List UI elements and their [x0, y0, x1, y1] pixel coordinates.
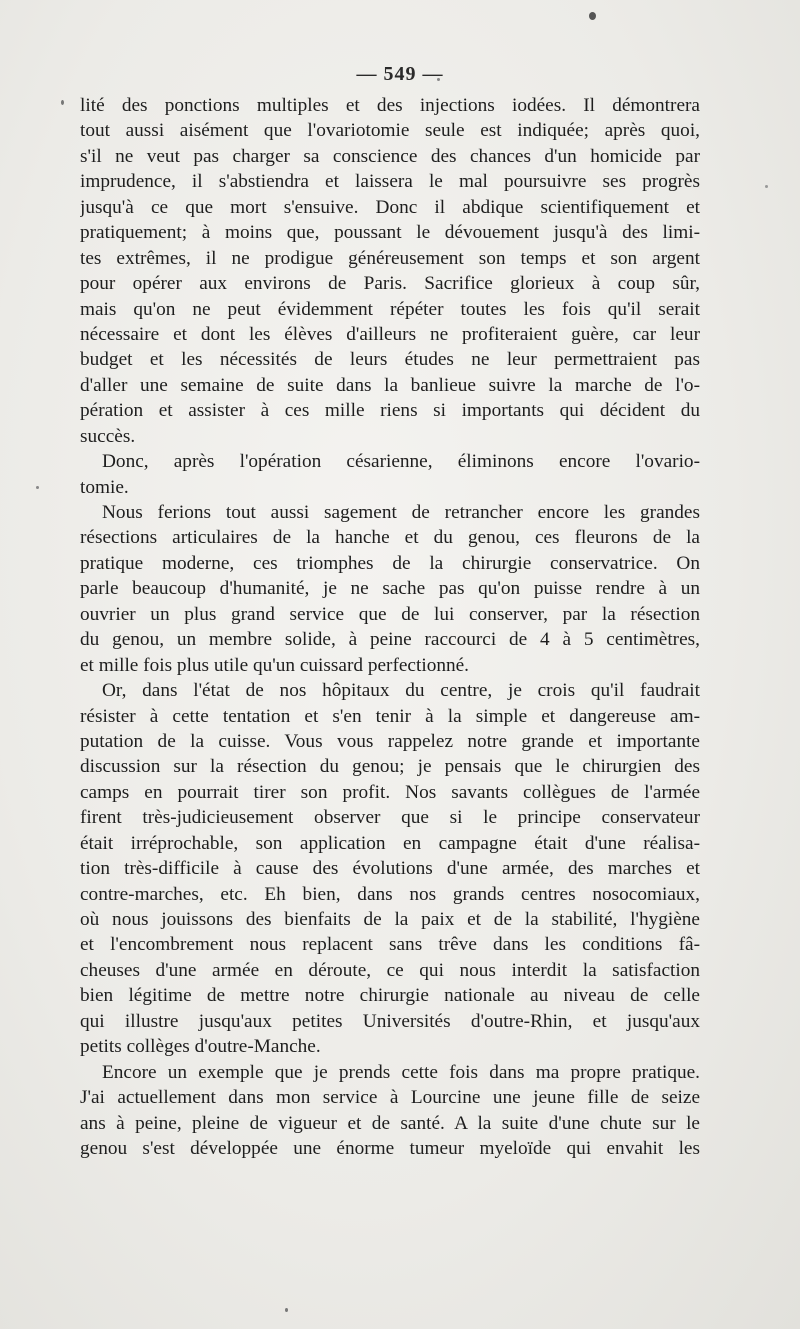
text-line: genou s'est développée une énorme tumeur myeloïde qui envahit les [80, 1137, 700, 1159]
text-line: du genou, un membre solide, à peine raccourci de 4 à 5 centimètres, [80, 629, 700, 651]
ink-speck [61, 100, 64, 105]
text-line: ouvrier un plus grand service que de lui conserver, par la résection [80, 603, 700, 625]
text-line: et l'encombrement nous replacent sans trêve dans les conditions fâ- [80, 934, 700, 956]
text-line: putation de la cuisse. Vous vous rappelez notre grande et importante [80, 730, 700, 752]
text-line: nécessaire et dont les élèves d'ailleurs ne profiteraient guère, car leur [80, 323, 700, 345]
text-line: et mille fois plus utile qu'un cuissard perfectionné. [80, 654, 470, 676]
text-line: cheuses d'une armée en déroute, ce qui nous interdit la satisfaction [80, 959, 700, 981]
text-line: pour opérer aux environs de Paris. Sacrifice glorieux à coup sûr, [80, 273, 700, 295]
text-line: tes extrêmes, il ne prodigue généreusement son temps et son argent [80, 247, 700, 269]
text-line: succès. [80, 425, 136, 447]
text-line: résister à cette tentation et s'en tenir à la simple et dangereuse am- [80, 705, 700, 727]
text-line: pération et assister à ces mille riens si importants qui décident du [80, 400, 700, 422]
ink-speck [589, 12, 596, 20]
text-line: camps en pourrait tirer son profit. Nos savants collègues de l'armée [80, 781, 700, 803]
text-line: était irréprochable, son application en campagne était d'une réalisa- [80, 832, 700, 854]
text-line: mais qu'on ne peut évidemment répéter toutes les fois qu'il serait [80, 298, 700, 320]
text-line: tout aussi aisément que l'ovariotomie seule est indiquée; après quoi, [80, 120, 700, 142]
page-number: — 549 — [356, 63, 444, 85]
text-line: jusqu'à ce que mort s'ensuive. Donc il abdique scientifiquement et [80, 196, 700, 218]
text-line: budget et les nécessités de leurs études ne leur permettraient pas [80, 349, 700, 371]
text-line: J'ai actuellement dans mon service à Lourcine une jeune fille de seize [80, 1087, 700, 1109]
text-line: d'aller une semaine de suite dans la banlieue suivre la marche de l'o- [80, 374, 700, 396]
ink-speck [765, 185, 768, 188]
text-line: Or, dans l'état de nos hôpitaux du centre, je crois qu'il faudrait [102, 680, 700, 702]
ink-speck [285, 1308, 288, 1312]
text-line: qui illustre jusqu'aux petites Universités d'outre-Rhin, et jusqu'aux [80, 1010, 700, 1032]
ink-speck [36, 486, 39, 489]
text-line: firent très-judicieusement observer que si le principe conservateur [80, 807, 700, 829]
body-text [80, 93, 700, 1161]
text-line: pratiquement; à moins que, poussant le dévouement jusqu'à des limi- [80, 222, 700, 244]
text-line: contre-marches, etc. Eh bien, dans nos grands centres nosocomiaux, [80, 883, 700, 905]
text-line: ans à peine, pleine de vigueur et de santé. A la suite d'une chute sur le [80, 1112, 700, 1134]
text-line: discussion sur la résection du genou; je pensais que le chirurgien des [80, 756, 700, 778]
text-line: pratique moderne, ces triomphes de la chirurgie conservatrice. On [80, 552, 700, 574]
text-line: bien légitime de mettre notre chirurgie nationale au niveau de celle [80, 985, 700, 1007]
text-line: parle beaucoup d'humanité, je ne sache pas qu'on puisse rendre à un [80, 578, 700, 600]
text-line: petits collèges d'outre-Manche. [80, 1036, 321, 1058]
text-line: Donc, après l'opération césarienne, éliminons encore l'ovario- [102, 451, 700, 473]
text-line: tomie. [80, 476, 129, 498]
text-line: tion très-difficile à cause des évolutions d'une armée, des marches et [80, 858, 700, 880]
text-line: Nous ferions tout aussi sagement de retrancher encore les grandes [102, 502, 700, 523]
text-line: Encore un exemple que je prends cette fois dans ma propre pratique. [102, 1061, 700, 1083]
text-line: s'il ne veut pas charger sa conscience des chances d'un homicide par [80, 145, 700, 167]
text-line: imprudence, il s'abstiendra et laissera le mal poursuivre ses progrès [80, 171, 700, 193]
text-line: résections articulaires de la hanche et du genou, ces fleurons de la [80, 527, 700, 549]
text-line: lité des ponctions multiples et des injections iodées. Il démontrera [80, 95, 700, 116]
text-line: où nous jouissons des bienfaits de la paix et de la stabilité, l'hygiène [80, 909, 700, 930]
